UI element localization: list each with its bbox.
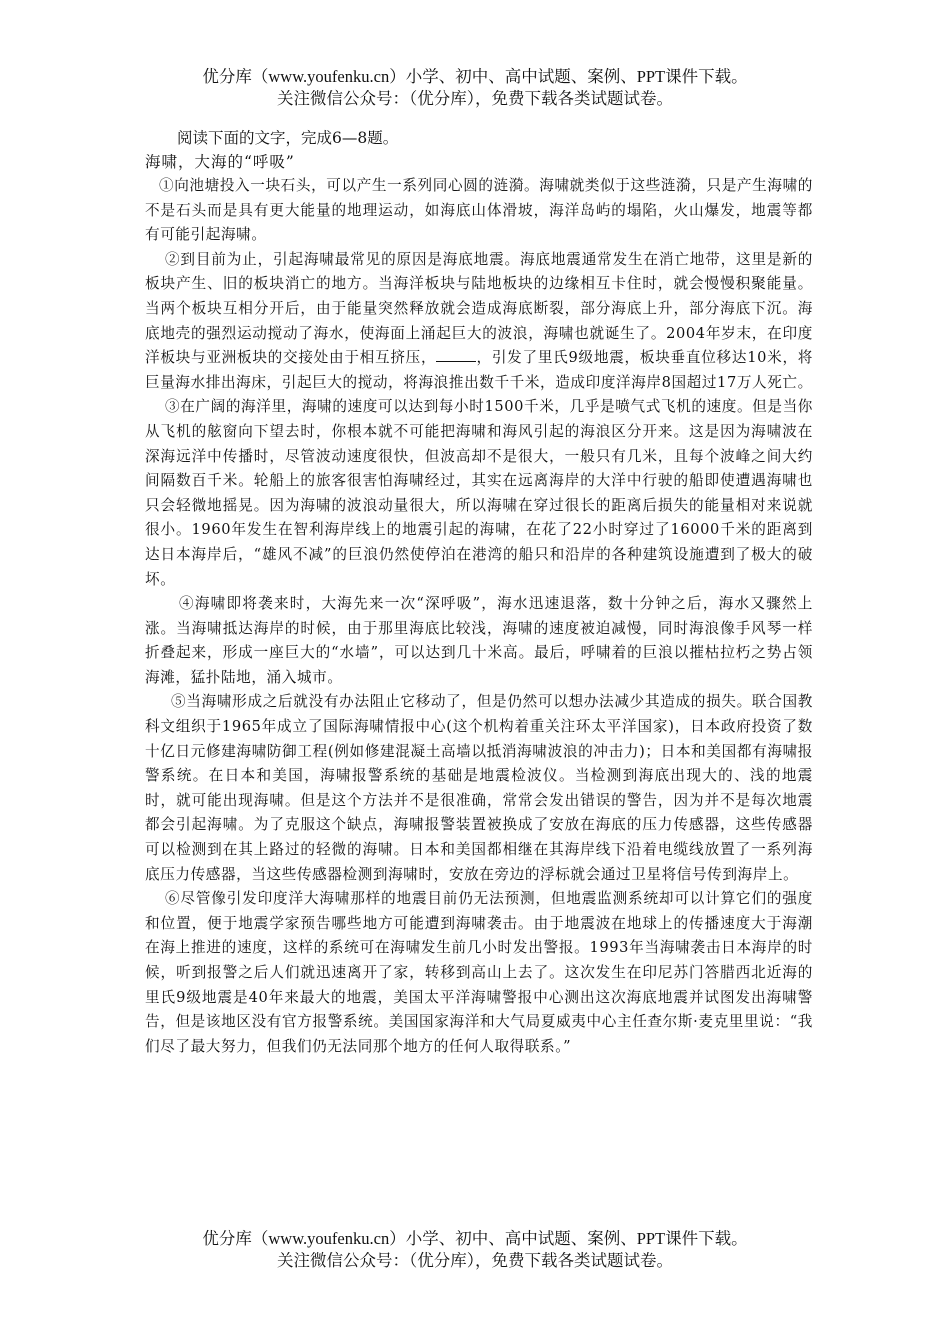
footer-line-2: 关注微信公众号：（优分库），免费下载各类试题试卷。 [277, 1251, 673, 1270]
passage-title: 海啸，大海的“呼吸” [145, 153, 295, 171]
paragraph-2-after: ，引发了里氏9级地震，板块垂直位移达10米，将巨量海水排出海床，引起巨大的搅动，将海浪推出数千千米，造成印度洋海岸8国超过17万人死亡。 [145, 349, 813, 391]
paragraph-2 [145, 248, 813, 396]
fill-in-blank [436, 347, 476, 362]
instruction: 阅读下面的文字，完成6—8题。 [177, 129, 399, 147]
paragraph-2-before: ②到目前为止，引起海啸最常见的原因是海底地震。海底地震通常发生在消亡地带，这里是新的板块产生、旧的板块消亡的地方。当海洋板块与陆地板块的边缘相互卡住时，就会慢慢积聚能量。当两个板块互相分开后，由于能量突然释放就会造成海底断裂，部分海底上升，部分海底下沉。海底地壳的强烈运动搅动了海水，使海面上涌起巨大的波浪，海啸也就诞生了。2004年岁末，在印度洋板块与亚洲板块的交接处由于相互挤压， [145, 250, 813, 367]
footer-line-1: 优分库（www.youfenku.cn）小学、初中、高中试题、案例、PPT课件下载。 [202, 1229, 748, 1248]
paragraph-1: ①向池塘投入一块石头，可以产生一系列同心圆的涟漪。海啸就类似于这些涟漪，只是产生海啸的不是石头而是具有更大能量的地理运动，如海底山体滑坡，海洋岛屿的塌陷，火山爆发，地震等都有可能引起海啸。 [145, 177, 813, 244]
header-line-1: 优分库（www.youfenku.cn）小学、初中、高中试题、案例、PPT课件下载。 [202, 67, 748, 86]
paragraph-6: ⑥尽管像引发印度洋大海啸那样的地震目前仍无法预测，但地震监测系统却可以计算它们的强度和位置，便于地震学家预告哪些地方可能遭到海啸袭击。由于地震波在地球上的传播速度大于海潮在海上推进的速度，这样的系统可在海啸发生前几小时发出警报。1993年当海啸袭击日本海岸的时候，听到报警之后人们就迅速离开了家，转移到高山上去了。这次发生在印尼苏门答腊西北近海的里氏9级地震是40年来最大的地震，美国太平洋海啸警报中心测出这次海底地震并试图发出海啸警告，但是该地区没有官方报警系统。美国国家海洋和大气局夏威夷中心主任查尔斯·麦克里里说：“我们尽了最大努力，但我们仍无法同那个地方的任何人取得联系。” [145, 890, 813, 1055]
paragraph-3: ③在广阔的海洋里，海啸的速度可以达到每小时1500千米，几乎是喷气式飞机的速度。但是当你从飞机的舷窗向下望去时，你根本就不可能把海啸和海风引起的海浪区分开来。这是因为海啸波在深海远洋中传播时，尽管波动速度很快，但波高却不是很大，一般只有几米，且每个波峰之间大约间隔数百千米。轮船上的旅客很害怕海啸经过，其实在远离海岸的大洋中行驶的船即使遭遇海啸也只会轻微地摇晃。因为海啸的波浪动量很大，所以海啸在穿过很长的距离后损失的能量相对来说就很小。1960年发生在智利海岸线上的地震引起的海啸，在花了22小时穿过了16000千米的距离到达日本海岸后，“雄风不减”的巨浪仍然使停泊在港湾的船只和沿岸的各种建筑设施遭到了极大的破坏。 [145, 398, 813, 588]
paragraph-5: ⑤当海啸形成之后就没有办法阻止它移动了，但是仍然可以想办法减少其造成的损失。联合国教科文组织于1965年成立了国际海啸情报中心(这个机构着重关注环太平洋国家)，日本政府投资了数十亿日元修建海啸防御工程(例如修建混凝土高墙以抵消海啸波浪的冲击力)；日本和美国都有海啸报警系统。在日本和美国，海啸报警系统的基础是地震检波仪。当检测到海底出现大的、浅的地震时，就可能出现海啸。但是这个方法并不是很准确，常常会发出错误的警告，因为并不是每次地震都会引起海啸。为了克服这个缺点，海啸报警装置被换成了安放在海底的压力传感器，这些传感器可以检测到在其上路过的轻微的海啸。日本和美国都相继在其海岸线下沿着电缆线放置了一系列海底压力传感器，当这些传感器检测到海啸时，安放在旁边的浮标就会通过卫星将信号传到海岸上。 [145, 693, 813, 883]
page-footer [0, 1228, 950, 1272]
page-header [0, 66, 950, 110]
reading-passage [145, 126, 813, 1059]
header-line-2: 关注微信公众号：（优分库），免费下载各类试题试卷。 [277, 89, 673, 108]
paragraph-4: ④海啸即将袭来时，大海先来一次“深呼吸”，海水迅速退落，数十分钟之后，海水又骤然上涨。当海啸抵达海岸的时候，由于那里海底比较浅，海啸的速度被迫减慢，同时海浪像手风琴一样折叠起来，形成一座巨大的“水墙”，可以达到几十米高。最后，呼啸着的巨浪以摧枯拉朽之势占领海滩，猛扑陆地，涌入城市。 [145, 595, 813, 686]
